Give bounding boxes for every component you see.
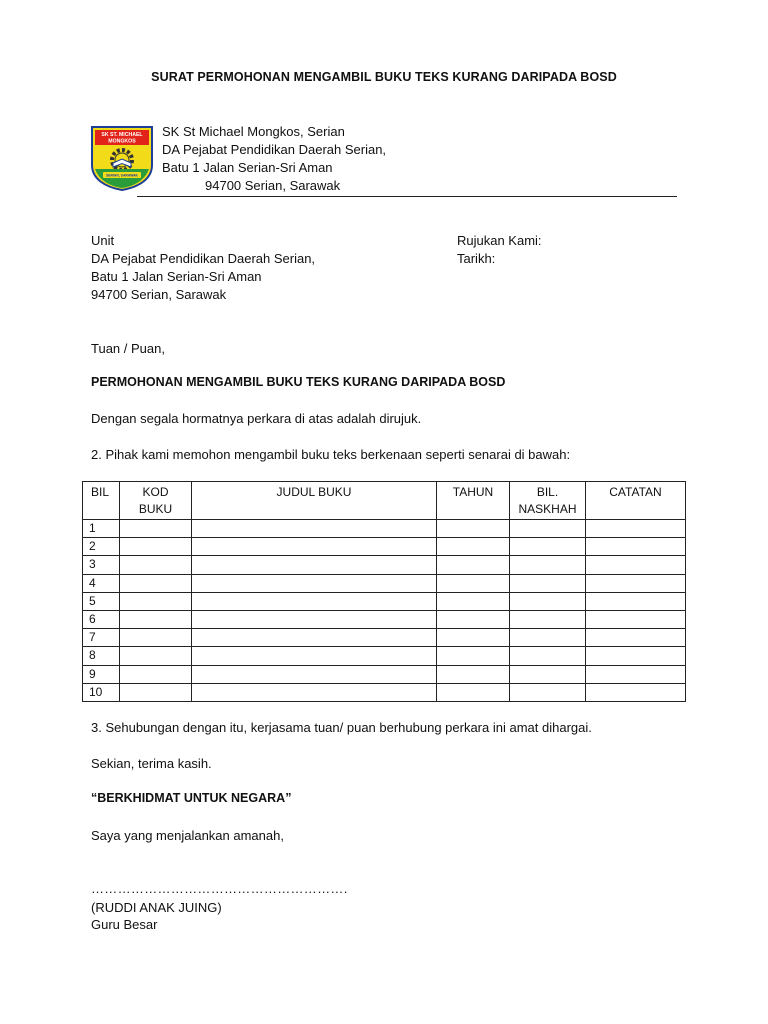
- cell-naskhah: [510, 520, 586, 538]
- cell-naskhah: [510, 610, 586, 628]
- cell-catatan: [586, 520, 686, 538]
- cell-kod: [120, 683, 192, 701]
- cell-tahun: [437, 647, 510, 665]
- cell-judul: [192, 592, 437, 610]
- row-number: 8: [83, 647, 120, 665]
- address-line: 94700 Serian, Sarawak: [205, 178, 341, 193]
- salutation: Tuan / Puan,: [91, 341, 165, 356]
- cell-kod: [120, 520, 192, 538]
- cell-kod: [120, 556, 192, 574]
- signature-line: ………………………………………………….: [91, 881, 348, 896]
- cell-catatan: [586, 610, 686, 628]
- recipient-line: Unit: [91, 233, 115, 248]
- cell-catatan: [586, 629, 686, 647]
- row-number: 6: [83, 610, 120, 628]
- recipient-address: [91, 232, 315, 304]
- sender-address: [162, 123, 386, 195]
- header-divider: [137, 196, 677, 197]
- svg-text:MONGKOS: MONGKOS: [108, 138, 136, 145]
- paragraph-3: 3. Sehubungan dengan itu, kerjasama tuan/ puan berhubung perkara ini amat dihargai.: [91, 720, 592, 735]
- cell-kod: [120, 647, 192, 665]
- closing-text: Sekian, terima kasih.: [91, 756, 212, 771]
- cell-kod: [120, 629, 192, 647]
- column-header-bil: BIL: [83, 482, 120, 520]
- recipient-line: 94700 Serian, Sarawak: [91, 287, 227, 302]
- row-number: 9: [83, 665, 120, 683]
- table-row: [83, 610, 686, 628]
- cell-tahun: [437, 592, 510, 610]
- recipient-line: DA Pejabat Pendidikan Daerah Serian,: [91, 251, 316, 266]
- motto: “BERKHIDMAT UNTUK NEGARA”: [91, 791, 292, 805]
- cell-judul: [192, 665, 437, 683]
- table-row: [83, 665, 686, 683]
- row-number: 1: [83, 520, 120, 538]
- cell-naskhah: [510, 629, 586, 647]
- table-row: [83, 556, 686, 574]
- cell-judul: [192, 520, 437, 538]
- address-line: Batu 1 Jalan Serian-Sri Aman: [162, 160, 333, 175]
- cell-tahun: [437, 610, 510, 628]
- cell-naskhah: [510, 574, 586, 592]
- column-header-tahun: TAHUN: [437, 482, 510, 520]
- recipient-line: Batu 1 Jalan Serian-Sri Aman: [91, 269, 262, 284]
- signer-block: [91, 899, 222, 933]
- cell-kod: [120, 574, 192, 592]
- cell-tahun: [437, 683, 510, 701]
- reference-label: Rujukan Kami:: [457, 233, 542, 248]
- book-request-table: [82, 481, 686, 702]
- column-header-line: BIL.: [536, 485, 559, 499]
- cell-kod: [120, 665, 192, 683]
- paragraph-1: Dengan segala hormatnya perkara di atas adalah dirujuk.: [91, 411, 422, 426]
- table-row: [83, 592, 686, 610]
- reference-block: [457, 232, 542, 268]
- cell-tahun: [437, 538, 510, 556]
- cell-catatan: [586, 665, 686, 683]
- cell-kod: [120, 538, 192, 556]
- column-header-catatan: CATATAN: [586, 482, 686, 520]
- cell-naskhah: [510, 647, 586, 665]
- signer-title: Guru Besar: [91, 917, 158, 932]
- paragraph-2: 2. Pihak kami memohon mengambil buku teks berkenaan seperti senarai di bawah:: [91, 447, 571, 462]
- table-row: [83, 629, 686, 647]
- cell-naskhah: [510, 556, 586, 574]
- cell-judul: [192, 556, 437, 574]
- address-line: SK St Michael Mongkos, Serian: [162, 124, 345, 139]
- row-number: 4: [83, 574, 120, 592]
- cell-naskhah: [510, 538, 586, 556]
- column-header-line: BUKU: [138, 502, 173, 516]
- cell-judul: [192, 683, 437, 701]
- row-number: 5: [83, 592, 120, 610]
- school-logo: [89, 125, 155, 191]
- table-row: [83, 574, 686, 592]
- table-row: [83, 520, 686, 538]
- row-number: 3: [83, 556, 120, 574]
- cell-judul: [192, 610, 437, 628]
- column-header-kod: [120, 482, 192, 520]
- document-title: SURAT PERMOHONAN MENGAMBIL BUKU TEKS KURANG DARIPADA BOSD: [151, 70, 617, 84]
- cell-judul: [192, 538, 437, 556]
- cell-catatan: [586, 538, 686, 556]
- svg-text:SK ST. MICHAEL: SK ST. MICHAEL: [101, 132, 143, 138]
- cell-catatan: [586, 574, 686, 592]
- signer-name: (RUDDI ANAK JUING): [91, 900, 222, 915]
- address-line: DA Pejabat Pendidikan Daerah Serian,: [162, 142, 387, 157]
- cell-kod: [120, 610, 192, 628]
- cell-catatan: [586, 592, 686, 610]
- cell-judul: [192, 574, 437, 592]
- date-label: Tarikh:: [457, 251, 496, 266]
- cell-naskhah: [510, 683, 586, 701]
- cell-tahun: [437, 556, 510, 574]
- column-header-naskhah: [510, 482, 586, 520]
- row-number: 10: [83, 683, 120, 701]
- cell-catatan: [586, 647, 686, 665]
- cell-catatan: [586, 556, 686, 574]
- table-row: [83, 647, 686, 665]
- cell-tahun: [437, 574, 510, 592]
- column-header-judul: JUDUL BUKU: [192, 482, 437, 520]
- cell-catatan: [586, 683, 686, 701]
- letter-subject: PERMOHONAN MENGAMBIL BUKU TEKS KURANG DARIPADA BOSD: [91, 375, 506, 389]
- cell-tahun: [437, 665, 510, 683]
- trust-text: Saya yang menjalankan amanah,: [91, 828, 284, 843]
- column-header-line: NASKHAH: [518, 502, 577, 516]
- cell-judul: [192, 647, 437, 665]
- table-header-row: [83, 482, 686, 520]
- cell-judul: [192, 629, 437, 647]
- row-number: 2: [83, 538, 120, 556]
- row-number: 7: [83, 629, 120, 647]
- table-row: [83, 683, 686, 701]
- cell-naskhah: [510, 665, 586, 683]
- cell-tahun: [437, 520, 510, 538]
- table-row: [83, 538, 686, 556]
- svg-text:SERIAN, SARAWAK: SERIAN, SARAWAK: [105, 173, 139, 178]
- cell-tahun: [437, 629, 510, 647]
- cell-kod: [120, 592, 192, 610]
- column-header-line: KOD: [142, 485, 169, 499]
- cell-naskhah: [510, 592, 586, 610]
